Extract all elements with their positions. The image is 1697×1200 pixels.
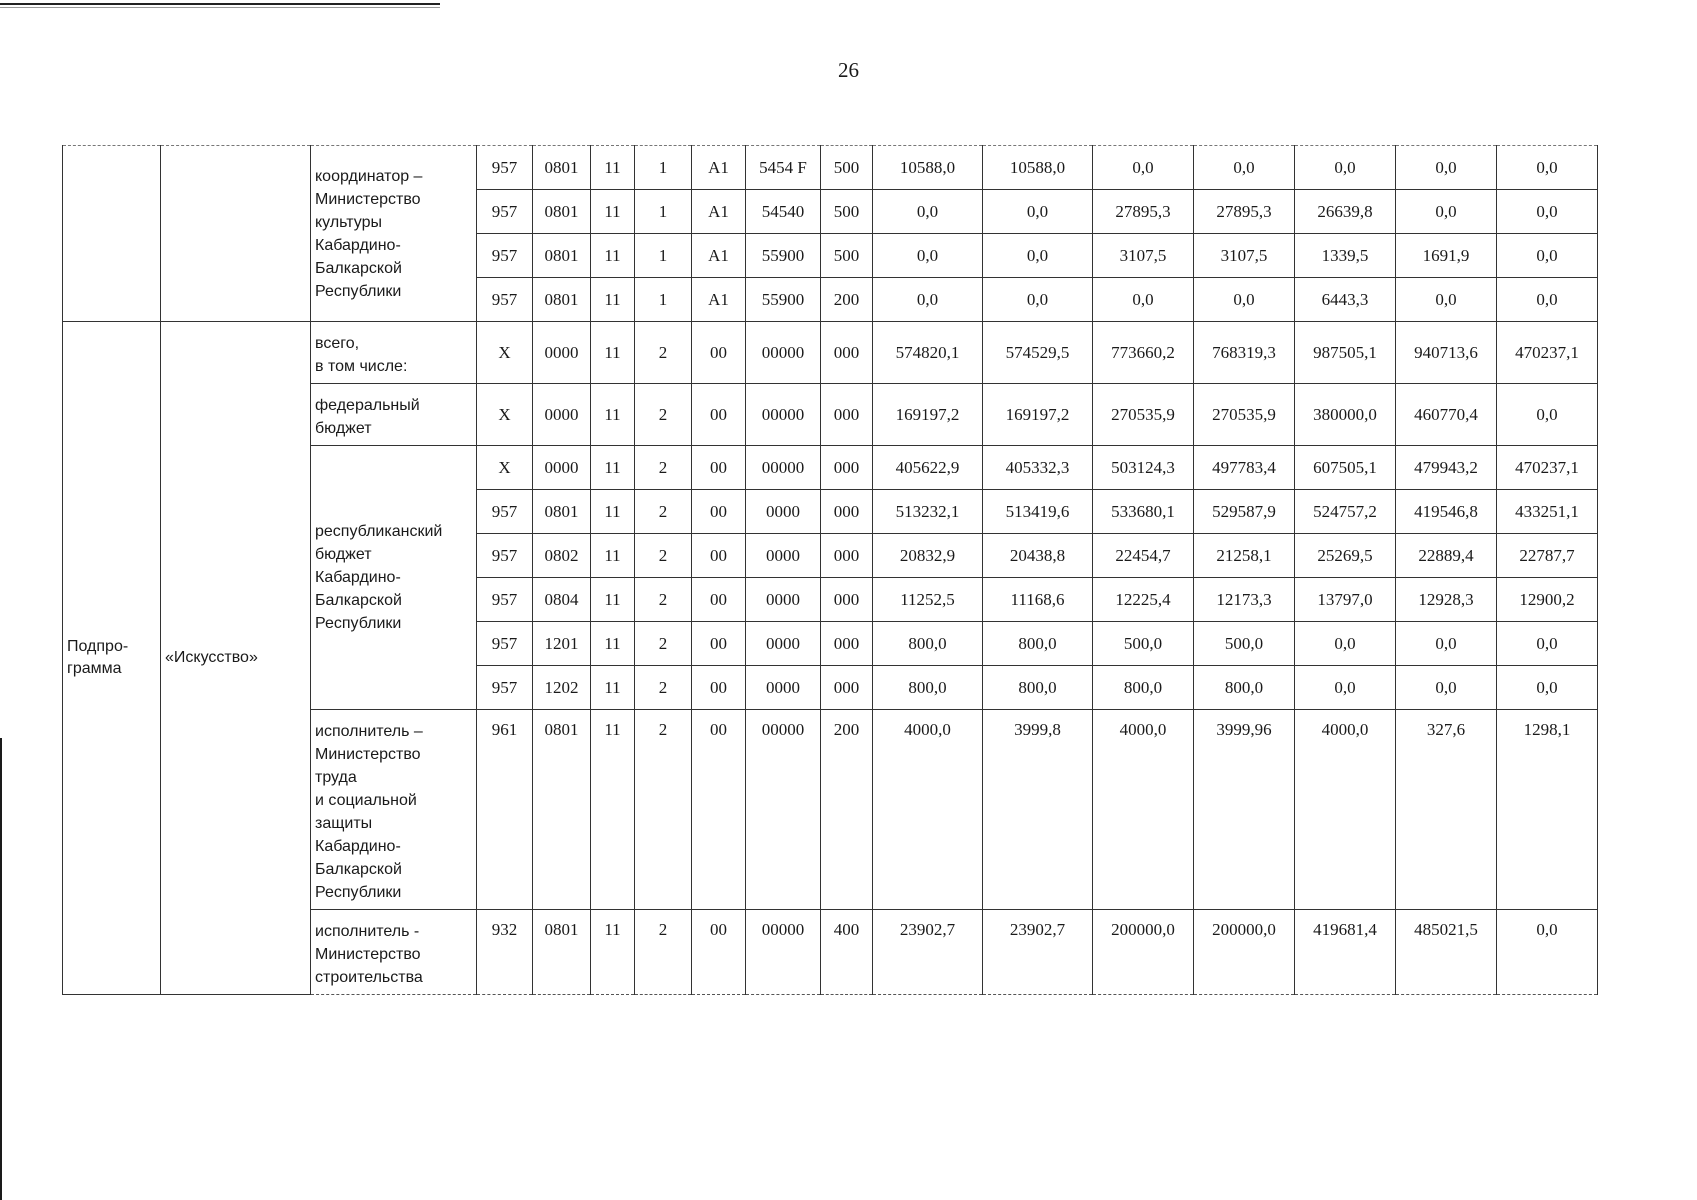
amount-cell: 0,0 <box>873 278 983 322</box>
code-cell: 2 <box>635 666 692 710</box>
code-cell: 1 <box>635 190 692 234</box>
code-cell: 0000 <box>533 322 591 384</box>
amount-cell: 0,0 <box>1497 910 1598 995</box>
scan-top-rule <box>0 3 440 5</box>
amount-cell: 513419,6 <box>983 490 1093 534</box>
amount-cell: 0,0 <box>1396 190 1497 234</box>
amount-cell: 169197,2 <box>983 384 1093 446</box>
amount-cell: 0,0 <box>1295 622 1396 666</box>
code-cell: 2 <box>635 534 692 578</box>
amount-cell: 3999,8 <box>983 710 1093 910</box>
code-cell: 957 <box>477 666 533 710</box>
amount-cell: 0,0 <box>1396 146 1497 190</box>
code-cell: 0802 <box>533 534 591 578</box>
amount-cell: 0,0 <box>1497 622 1598 666</box>
code-cell: 2 <box>635 710 692 910</box>
code-cell: 11 <box>591 910 635 995</box>
scan-left-edge <box>0 738 2 1200</box>
scan-top-rule-faint <box>0 7 440 8</box>
amount-cell: 26639,8 <box>1295 190 1396 234</box>
code-cell: 500 <box>821 190 873 234</box>
amount-cell: 12225,4 <box>1093 578 1194 622</box>
budget-table <box>62 145 1598 995</box>
code-cell: 0000 <box>746 534 821 578</box>
amount-cell: 12900,2 <box>1497 578 1598 622</box>
amount-cell: 27895,3 <box>1093 190 1194 234</box>
amount-cell: 20832,9 <box>873 534 983 578</box>
code-cell: 2 <box>635 910 692 995</box>
code-cell: 957 <box>477 146 533 190</box>
amount-cell: 0,0 <box>1497 146 1598 190</box>
amount-cell: 23902,7 <box>873 910 983 995</box>
amount-cell: 460770,4 <box>1396 384 1497 446</box>
amount-cell: 0,0 <box>1497 278 1598 322</box>
amount-cell: 800,0 <box>873 666 983 710</box>
amount-cell: 21258,1 <box>1194 534 1295 578</box>
subprogram-name-cell-empty <box>161 146 311 322</box>
code-cell: 0801 <box>533 278 591 322</box>
amount-cell: 0,0 <box>1497 384 1598 446</box>
code-cell: 957 <box>477 234 533 278</box>
code-cell: 1 <box>635 278 692 322</box>
amount-cell: 0,0 <box>1497 190 1598 234</box>
amount-cell: 1691,9 <box>1396 234 1497 278</box>
amount-cell: 1339,5 <box>1295 234 1396 278</box>
code-cell: 11 <box>591 384 635 446</box>
code-cell: 00 <box>692 622 746 666</box>
row-description: всего, в том числе: <box>311 322 477 384</box>
amount-cell: 0,0 <box>1093 278 1194 322</box>
amount-cell: 6443,3 <box>1295 278 1396 322</box>
code-cell: 0000 <box>746 622 821 666</box>
code-cell: 2 <box>635 490 692 534</box>
code-cell: 2 <box>635 622 692 666</box>
code-cell: 000 <box>821 446 873 490</box>
amount-cell: 574820,1 <box>873 322 983 384</box>
row-description: координатор – Министерство культуры Кабардино- Балкарской Республики <box>311 146 477 322</box>
code-cell: 11 <box>591 190 635 234</box>
code-cell: 00000 <box>746 910 821 995</box>
code-cell: 2 <box>635 322 692 384</box>
program-label-cell: Подпро- грамма <box>63 322 161 995</box>
amount-cell: 22787,7 <box>1497 534 1598 578</box>
amount-cell: 0,0 <box>1396 622 1497 666</box>
code-cell: 400 <box>821 910 873 995</box>
amount-cell: 23902,7 <box>983 910 1093 995</box>
amount-cell: 3999,96 <box>1194 710 1295 910</box>
amount-cell: 0,0 <box>983 234 1093 278</box>
table-row <box>63 146 1598 190</box>
amount-cell: 470237,1 <box>1497 446 1598 490</box>
code-cell: 957 <box>477 534 533 578</box>
page-number: 26 <box>838 58 859 82</box>
code-cell: 2 <box>635 446 692 490</box>
amount-cell: 0,0 <box>1396 278 1497 322</box>
table-row <box>63 322 1598 384</box>
code-cell: А1 <box>692 146 746 190</box>
code-cell: 957 <box>477 190 533 234</box>
code-cell: 957 <box>477 622 533 666</box>
amount-cell: 524757,2 <box>1295 490 1396 534</box>
amount-cell: 773660,2 <box>1093 322 1194 384</box>
amount-cell: 13797,0 <box>1295 578 1396 622</box>
amount-cell: 22454,7 <box>1093 534 1194 578</box>
amount-cell: 529587,9 <box>1194 490 1295 534</box>
code-cell: 00 <box>692 322 746 384</box>
code-cell: 2 <box>635 578 692 622</box>
code-cell: 0801 <box>533 910 591 995</box>
code-cell: 00000 <box>746 710 821 910</box>
code-cell: 1 <box>635 234 692 278</box>
amount-cell: 10588,0 <box>983 146 1093 190</box>
amount-cell: 12173,3 <box>1194 578 1295 622</box>
code-cell: 11 <box>591 490 635 534</box>
program-label-cell-empty <box>63 146 161 322</box>
code-cell: 00000 <box>746 384 821 446</box>
row-description: республиканский бюджет Кабардино- Балкарской Республики <box>311 446 477 710</box>
amount-cell: 485021,5 <box>1396 910 1497 995</box>
amount-cell: 0,0 <box>1093 146 1194 190</box>
code-cell: 11 <box>591 710 635 910</box>
code-cell: 0000 <box>746 666 821 710</box>
code-cell: 5454 F <box>746 146 821 190</box>
amount-cell: 11168,6 <box>983 578 1093 622</box>
amount-cell: 0,0 <box>1497 234 1598 278</box>
amount-cell: 497783,4 <box>1194 446 1295 490</box>
amount-cell: 4000,0 <box>873 710 983 910</box>
code-cell: 00 <box>692 534 746 578</box>
amount-cell: 3107,5 <box>1093 234 1194 278</box>
code-cell: 000 <box>821 622 873 666</box>
code-cell: Х <box>477 322 533 384</box>
amount-cell: 419681,4 <box>1295 910 1396 995</box>
code-cell: 11 <box>591 446 635 490</box>
amount-cell: 380000,0 <box>1295 384 1396 446</box>
amount-cell: 10588,0 <box>873 146 983 190</box>
code-cell: Х <box>477 446 533 490</box>
amount-cell: 4000,0 <box>1093 710 1194 910</box>
code-cell: 1201 <box>533 622 591 666</box>
code-cell: 0801 <box>533 234 591 278</box>
code-cell: 0801 <box>533 710 591 910</box>
amount-cell: 800,0 <box>1194 666 1295 710</box>
code-cell: 0804 <box>533 578 591 622</box>
amount-cell: 800,0 <box>983 622 1093 666</box>
amount-cell: 200000,0 <box>1093 910 1194 995</box>
amount-cell: 533680,1 <box>1093 490 1194 534</box>
amount-cell: 169197,2 <box>873 384 983 446</box>
amount-cell: 0,0 <box>983 190 1093 234</box>
amount-cell: 20438,8 <box>983 534 1093 578</box>
code-cell: 500 <box>821 234 873 278</box>
code-cell: 0000 <box>746 578 821 622</box>
code-cell: 55900 <box>746 278 821 322</box>
amount-cell: 0,0 <box>1295 666 1396 710</box>
code-cell: Х <box>477 384 533 446</box>
code-cell: 00 <box>692 910 746 995</box>
amount-cell: 27895,3 <box>1194 190 1295 234</box>
amount-cell: 1298,1 <box>1497 710 1598 910</box>
amount-cell: 800,0 <box>1093 666 1194 710</box>
code-cell: 11 <box>591 534 635 578</box>
code-cell: А1 <box>692 234 746 278</box>
amount-cell: 940713,6 <box>1396 322 1497 384</box>
amount-cell: 470237,1 <box>1497 322 1598 384</box>
amount-cell: 0,0 <box>1497 666 1598 710</box>
code-cell: 55900 <box>746 234 821 278</box>
row-description: федеральный бюджет <box>311 384 477 446</box>
code-cell: 54540 <box>746 190 821 234</box>
code-cell: 0000 <box>533 446 591 490</box>
amount-cell: 0,0 <box>1295 146 1396 190</box>
row-description: исполнитель – Министерство труда и социальной защиты Кабардино- Балкарской Республики <box>311 710 477 910</box>
code-cell: 000 <box>821 578 873 622</box>
code-cell: 00000 <box>746 322 821 384</box>
code-cell: 957 <box>477 490 533 534</box>
amount-cell: 0,0 <box>873 190 983 234</box>
code-cell: 000 <box>821 666 873 710</box>
code-cell: 000 <box>821 384 873 446</box>
code-cell: 961 <box>477 710 533 910</box>
amount-cell: 0,0 <box>983 278 1093 322</box>
amount-cell: 200000,0 <box>1194 910 1295 995</box>
code-cell: 11 <box>591 234 635 278</box>
code-cell: 000 <box>821 490 873 534</box>
code-cell: А1 <box>692 278 746 322</box>
amount-cell: 3107,5 <box>1194 234 1295 278</box>
amount-cell: 987505,1 <box>1295 322 1396 384</box>
amount-cell: 0,0 <box>1396 666 1497 710</box>
code-cell: 932 <box>477 910 533 995</box>
code-cell: 11 <box>591 322 635 384</box>
code-cell: 957 <box>477 578 533 622</box>
code-cell: 000 <box>821 322 873 384</box>
code-cell: 1 <box>635 146 692 190</box>
amount-cell: 11252,5 <box>873 578 983 622</box>
amount-cell: 270535,9 <box>1194 384 1295 446</box>
amount-cell: 25269,5 <box>1295 534 1396 578</box>
code-cell: А1 <box>692 190 746 234</box>
code-cell: 000 <box>821 534 873 578</box>
amount-cell: 419546,8 <box>1396 490 1497 534</box>
code-cell: 00 <box>692 490 746 534</box>
code-cell: 00 <box>692 710 746 910</box>
amount-cell: 4000,0 <box>1295 710 1396 910</box>
code-cell: 0000 <box>746 490 821 534</box>
amount-cell: 12928,3 <box>1396 578 1497 622</box>
code-cell: 200 <box>821 278 873 322</box>
amount-cell: 574529,5 <box>983 322 1093 384</box>
code-cell: 1202 <box>533 666 591 710</box>
code-cell: 11 <box>591 578 635 622</box>
code-cell: 0801 <box>533 146 591 190</box>
amount-cell: 607505,1 <box>1295 446 1396 490</box>
code-cell: 11 <box>591 278 635 322</box>
code-cell: 200 <box>821 710 873 910</box>
code-cell: 00000 <box>746 446 821 490</box>
amount-cell: 405622,9 <box>873 446 983 490</box>
amount-cell: 503124,3 <box>1093 446 1194 490</box>
code-cell: 0801 <box>533 490 591 534</box>
code-cell: 0801 <box>533 190 591 234</box>
amount-cell: 327,6 <box>1396 710 1497 910</box>
code-cell: 00 <box>692 666 746 710</box>
amount-cell: 22889,4 <box>1396 534 1497 578</box>
amount-cell: 500,0 <box>1093 622 1194 666</box>
amount-cell: 0,0 <box>1194 278 1295 322</box>
amount-cell: 800,0 <box>983 666 1093 710</box>
code-cell: 11 <box>591 666 635 710</box>
code-cell: 00 <box>692 578 746 622</box>
subprogram-name-cell: «Искусство» <box>161 322 311 995</box>
amount-cell: 405332,3 <box>983 446 1093 490</box>
code-cell: 0000 <box>533 384 591 446</box>
amount-cell: 513232,1 <box>873 490 983 534</box>
amount-cell: 800,0 <box>873 622 983 666</box>
code-cell: 00 <box>692 446 746 490</box>
code-cell: 11 <box>591 622 635 666</box>
code-cell: 00 <box>692 384 746 446</box>
code-cell: 11 <box>591 146 635 190</box>
amount-cell: 500,0 <box>1194 622 1295 666</box>
amount-cell: 433251,1 <box>1497 490 1598 534</box>
amount-cell: 479943,2 <box>1396 446 1497 490</box>
row-description: исполнитель - Министерство строительства <box>311 910 477 995</box>
amount-cell: 768319,3 <box>1194 322 1295 384</box>
code-cell: 500 <box>821 146 873 190</box>
amount-cell: 0,0 <box>1194 146 1295 190</box>
code-cell: 957 <box>477 278 533 322</box>
code-cell: 2 <box>635 384 692 446</box>
amount-cell: 270535,9 <box>1093 384 1194 446</box>
amount-cell: 0,0 <box>873 234 983 278</box>
